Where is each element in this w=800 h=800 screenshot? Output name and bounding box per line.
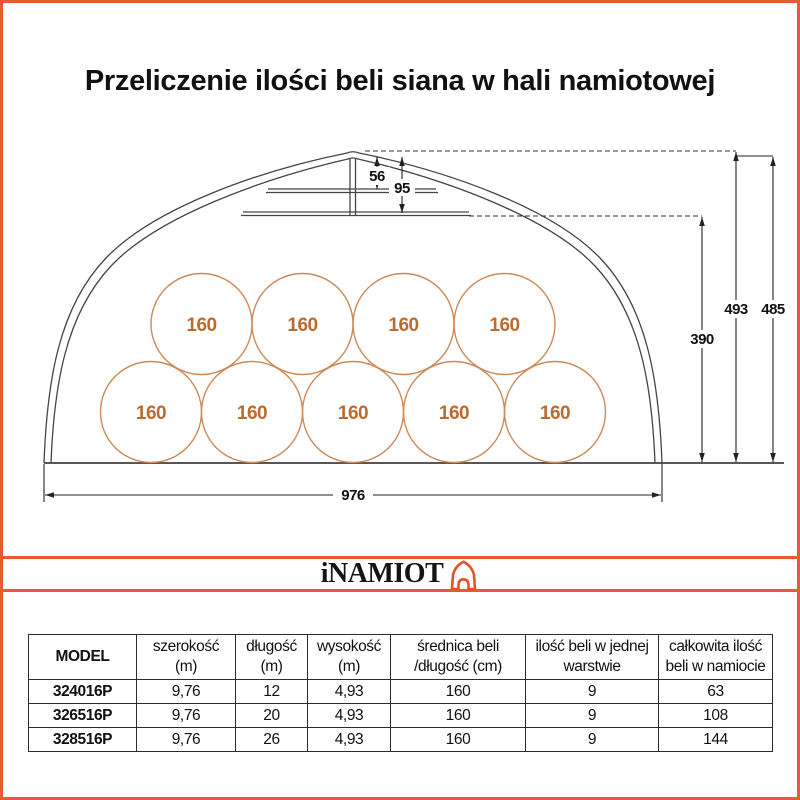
dim-label-390: 390: [690, 331, 714, 348]
hay-bales-bottom-row: [101, 362, 606, 463]
cell-dlugosc: 20: [236, 704, 308, 728]
hay-bale-label: 160: [186, 315, 217, 336]
cell-ilosc-warstwa: 9: [526, 704, 659, 728]
cell-szerokosc: 9,76: [137, 680, 236, 704]
cell-model: 326516P: [29, 704, 137, 728]
hay-bale-label: 160: [135, 403, 167, 424]
logo-band: [3, 556, 797, 592]
cell-model: 328516P: [29, 728, 137, 752]
table-header-row: [29, 635, 773, 680]
cell-dlugosc: 12: [236, 680, 308, 704]
table-row: [29, 704, 773, 728]
col-header-wysokosc: wysokość (m): [308, 635, 391, 680]
cell-ilosc-warstwa: 9: [526, 728, 659, 752]
table-row: [29, 728, 773, 752]
col-header-srednica: średnica beli /długość (cm): [391, 635, 526, 680]
cell-ilosc-warstwa: 9: [526, 680, 659, 704]
page-title: Przeliczenie ilości beli siana w hali namiotowej: [84, 65, 716, 97]
cell-srednica: 160: [391, 728, 526, 752]
dimension-width: [45, 486, 661, 504]
col-header-szerokosc: szerokość (m): [137, 635, 236, 680]
dimension-frame-height: [754, 157, 792, 462]
table-row: [29, 680, 773, 704]
hay-bale-label: 160: [539, 403, 571, 424]
col-header-ilosc-total: całkowita ilość beli w namiocie: [659, 635, 773, 680]
cell-ilosc-total: 63: [659, 680, 773, 704]
cell-ilosc-total: 108: [659, 704, 773, 728]
hay-bale-label: 160: [489, 315, 520, 336]
dim-label-493: 493: [724, 301, 748, 318]
tent-cross-section-diagram: [3, 3, 800, 556]
col-header-model: MODEL: [29, 635, 137, 680]
col-header-ilosc-warstwa: ilość beli w jednej warstwie: [526, 635, 659, 680]
col-header-dlugosc: długość (m): [236, 635, 308, 680]
hay-bale-label: 160: [438, 403, 470, 424]
cell-srednica: 160: [391, 680, 526, 704]
hay-bale-label: 160: [236, 403, 268, 424]
dim-label-976: 976: [341, 487, 365, 504]
hay-bale-label: 160: [287, 315, 318, 336]
dim-label-56: 56: [369, 168, 385, 185]
cell-model: 324016P: [29, 680, 137, 704]
cell-szerokosc: 9,76: [137, 704, 236, 728]
dimension-total-height: [717, 152, 755, 462]
tent-logo-icon: [448, 559, 479, 591]
cell-wysokosc: 4,93: [308, 728, 391, 752]
spec-table: [28, 634, 773, 752]
hay-bale-label: 160: [337, 403, 369, 424]
cell-ilosc-total: 144: [659, 728, 773, 752]
hay-bale-label: 160: [388, 315, 419, 336]
cell-srednica: 160: [391, 704, 526, 728]
dimension-side-height: [683, 217, 721, 462]
apex-truss: [241, 159, 471, 216]
cell-dlugosc: 26: [236, 728, 308, 752]
cell-wysokosc: 4,93: [308, 704, 391, 728]
hay-bales-top-row: [151, 274, 555, 375]
dim-label-95: 95: [394, 180, 410, 197]
cell-szerokosc: 9,76: [137, 728, 236, 752]
logo-text: iNAMIOT: [320, 558, 444, 589]
dim-label-485: 485: [761, 301, 785, 318]
cell-wysokosc: 4,93: [308, 680, 391, 704]
